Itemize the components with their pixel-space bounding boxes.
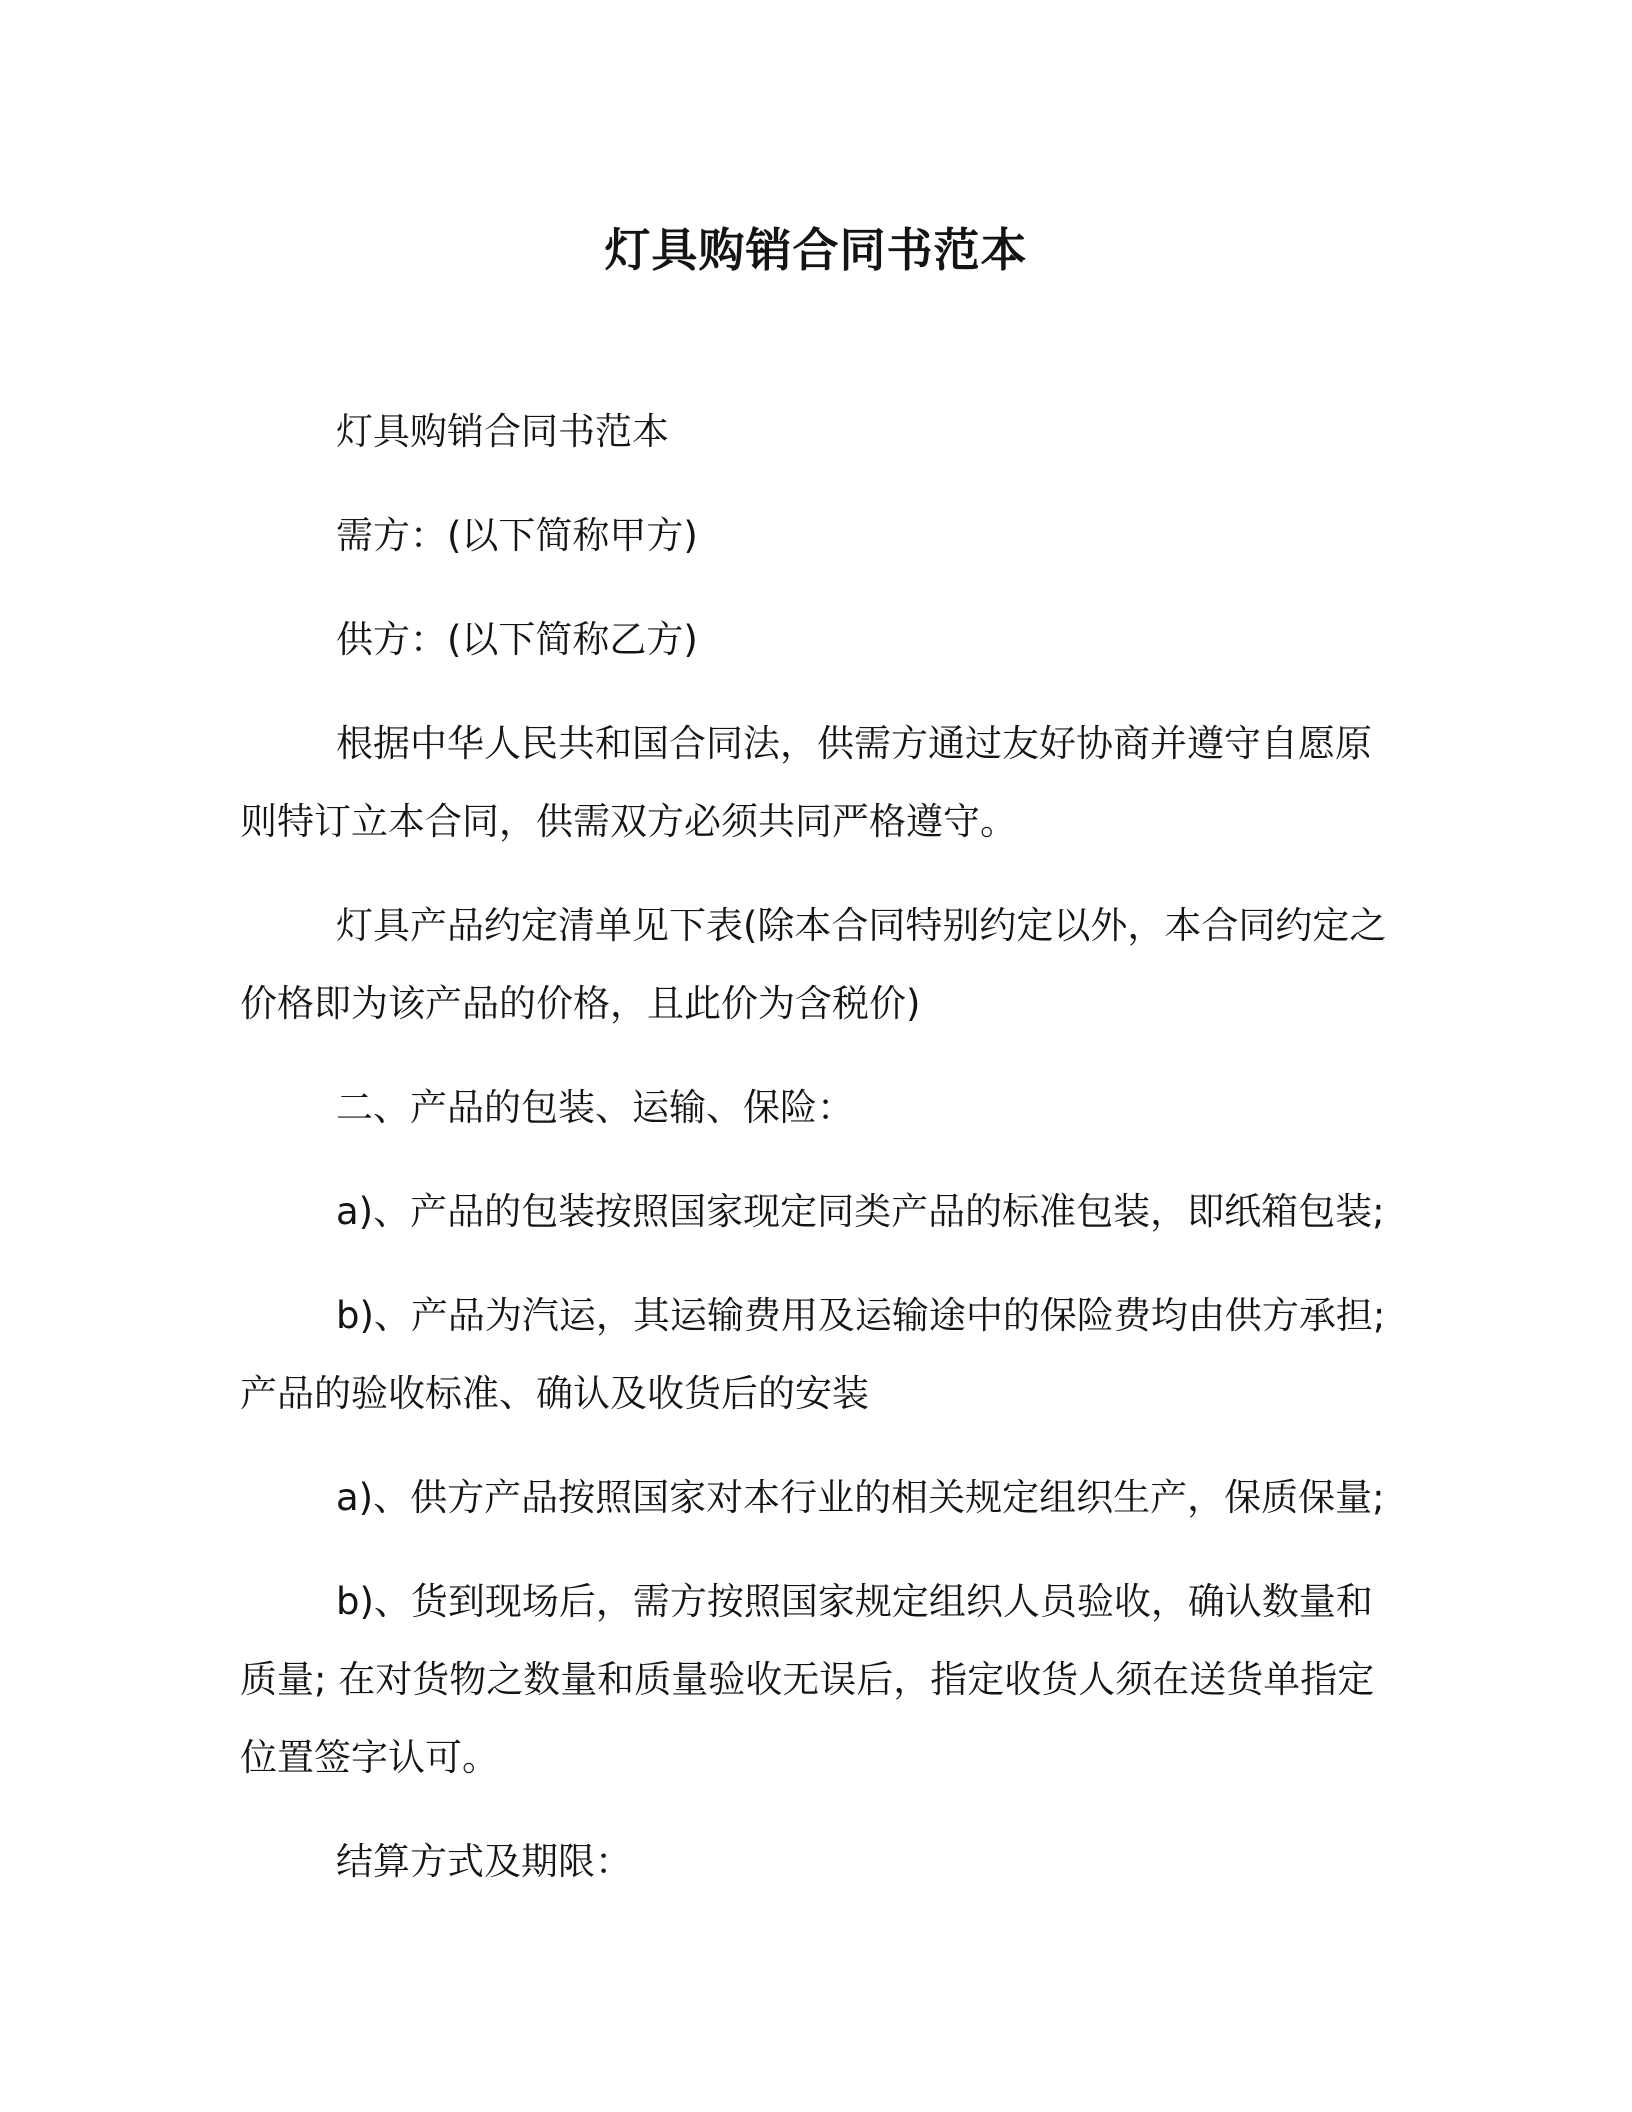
paragraph-seller: 供方：(以下简称乙方) xyxy=(336,618,698,661)
document-body xyxy=(240,393,1390,1901)
clause-packaging-b: b)、产品为汽运，其运输费用及运输途中的保险费均由供方承担; xyxy=(336,1294,1386,1337)
paragraph-buyer: 需方：(以下简称甲方) xyxy=(336,514,698,557)
clause-acceptance-b: b)、货到现场后，需方按照国家规定组织人员验收，确认数量和质量; 在对货物之数量和质量验收无误后，指定收货人须在送货单指定位置签字认可。 xyxy=(240,1580,1375,1779)
paragraph-preamble: 根据中华人民共和国合同法，供需方通过友好协商并遵守自愿原则特订立本合同，供需双方必须共同严格遵守。 xyxy=(240,722,1372,843)
clause-acceptance-a: a)、供方产品按照国家对本行业的相关规定组织生产，保质保量; xyxy=(336,1476,1385,1519)
page-title: 灯具购销合同书范本 xyxy=(604,223,1028,277)
section-heading-acceptance: 产品的验收标准、确认及收货后的安装 xyxy=(240,1372,869,1415)
clause-packaging-a: a)、产品的包装按照国家现定同类产品的标准包装，即纸箱包装; xyxy=(336,1190,1385,1233)
section-heading-settlement: 结算方式及期限： xyxy=(336,1840,632,1883)
paragraph-subtitle: 灯具购销合同书范本 xyxy=(336,410,669,453)
paragraph-product-list: 灯具产品约定清单见下表(除本合同特别约定以外，本合同约定之价格即为该产品的价格，且此价为含税价) xyxy=(240,904,1387,1025)
section-heading-packaging: 二、产品的包装、运输、保险： xyxy=(336,1086,854,1129)
